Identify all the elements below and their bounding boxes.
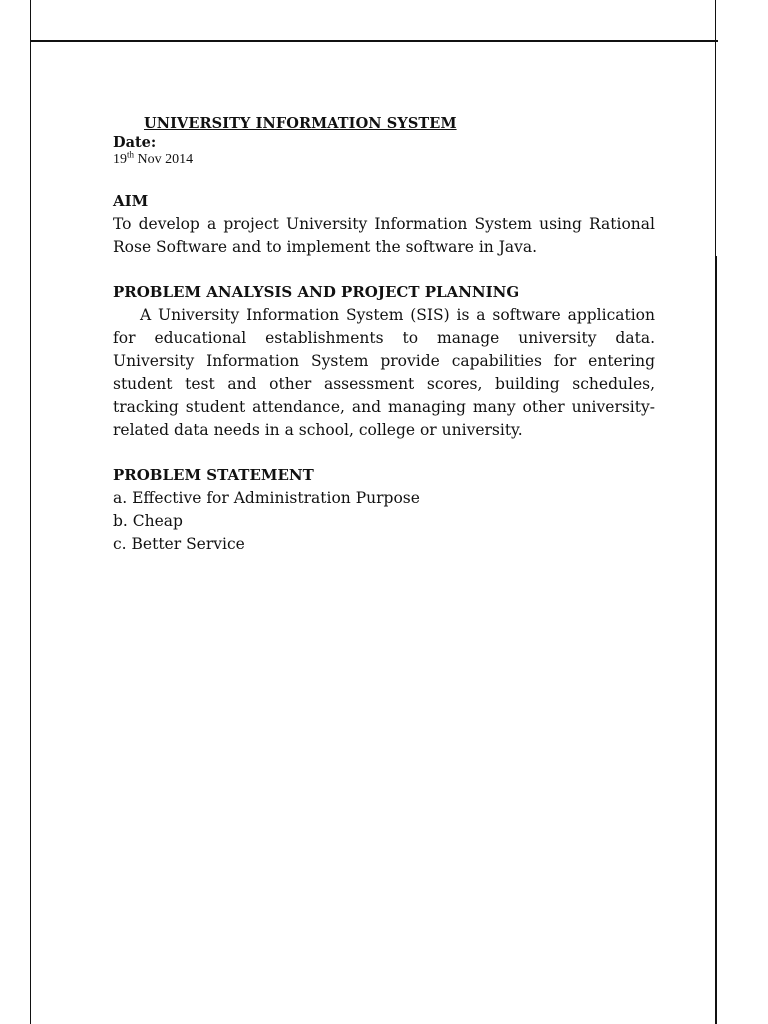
aim-text: To develop a project University Information System using Rational Rose Software and to implement the software in Java. [113,215,655,256]
date-suffix: th [127,149,135,160]
margin-line [716,256,717,1024]
date-label: Date: [113,134,157,151]
list-item: b. Cheap [113,512,183,530]
date-day: 19 [113,152,127,167]
aim-heading: AIM [113,192,149,210]
statement-heading: PROBLEM STATEMENT [113,466,314,484]
list-item: a. Effective for Administration Purpose [113,489,420,507]
analysis-heading: PROBLEM ANALYSIS AND PROJECT PLANNING [113,283,520,301]
date-value [113,149,655,168]
analysis-text: A University Information System (SIS) is a software application for educational establishments to manage university data. University Information System provide capabilities for entering student test and other assessment scores, building schedules, tracking student attendance, and managing many other university-related data needs in a school, college or university. [113,306,655,439]
date-rest: Nov 2014 [134,152,194,167]
document-body [113,114,655,556]
list-item: c. Better Service [113,535,245,553]
document-title: UNIVERSITY INFORMATION SYSTEM [144,115,457,132]
header-rule [30,40,718,42]
